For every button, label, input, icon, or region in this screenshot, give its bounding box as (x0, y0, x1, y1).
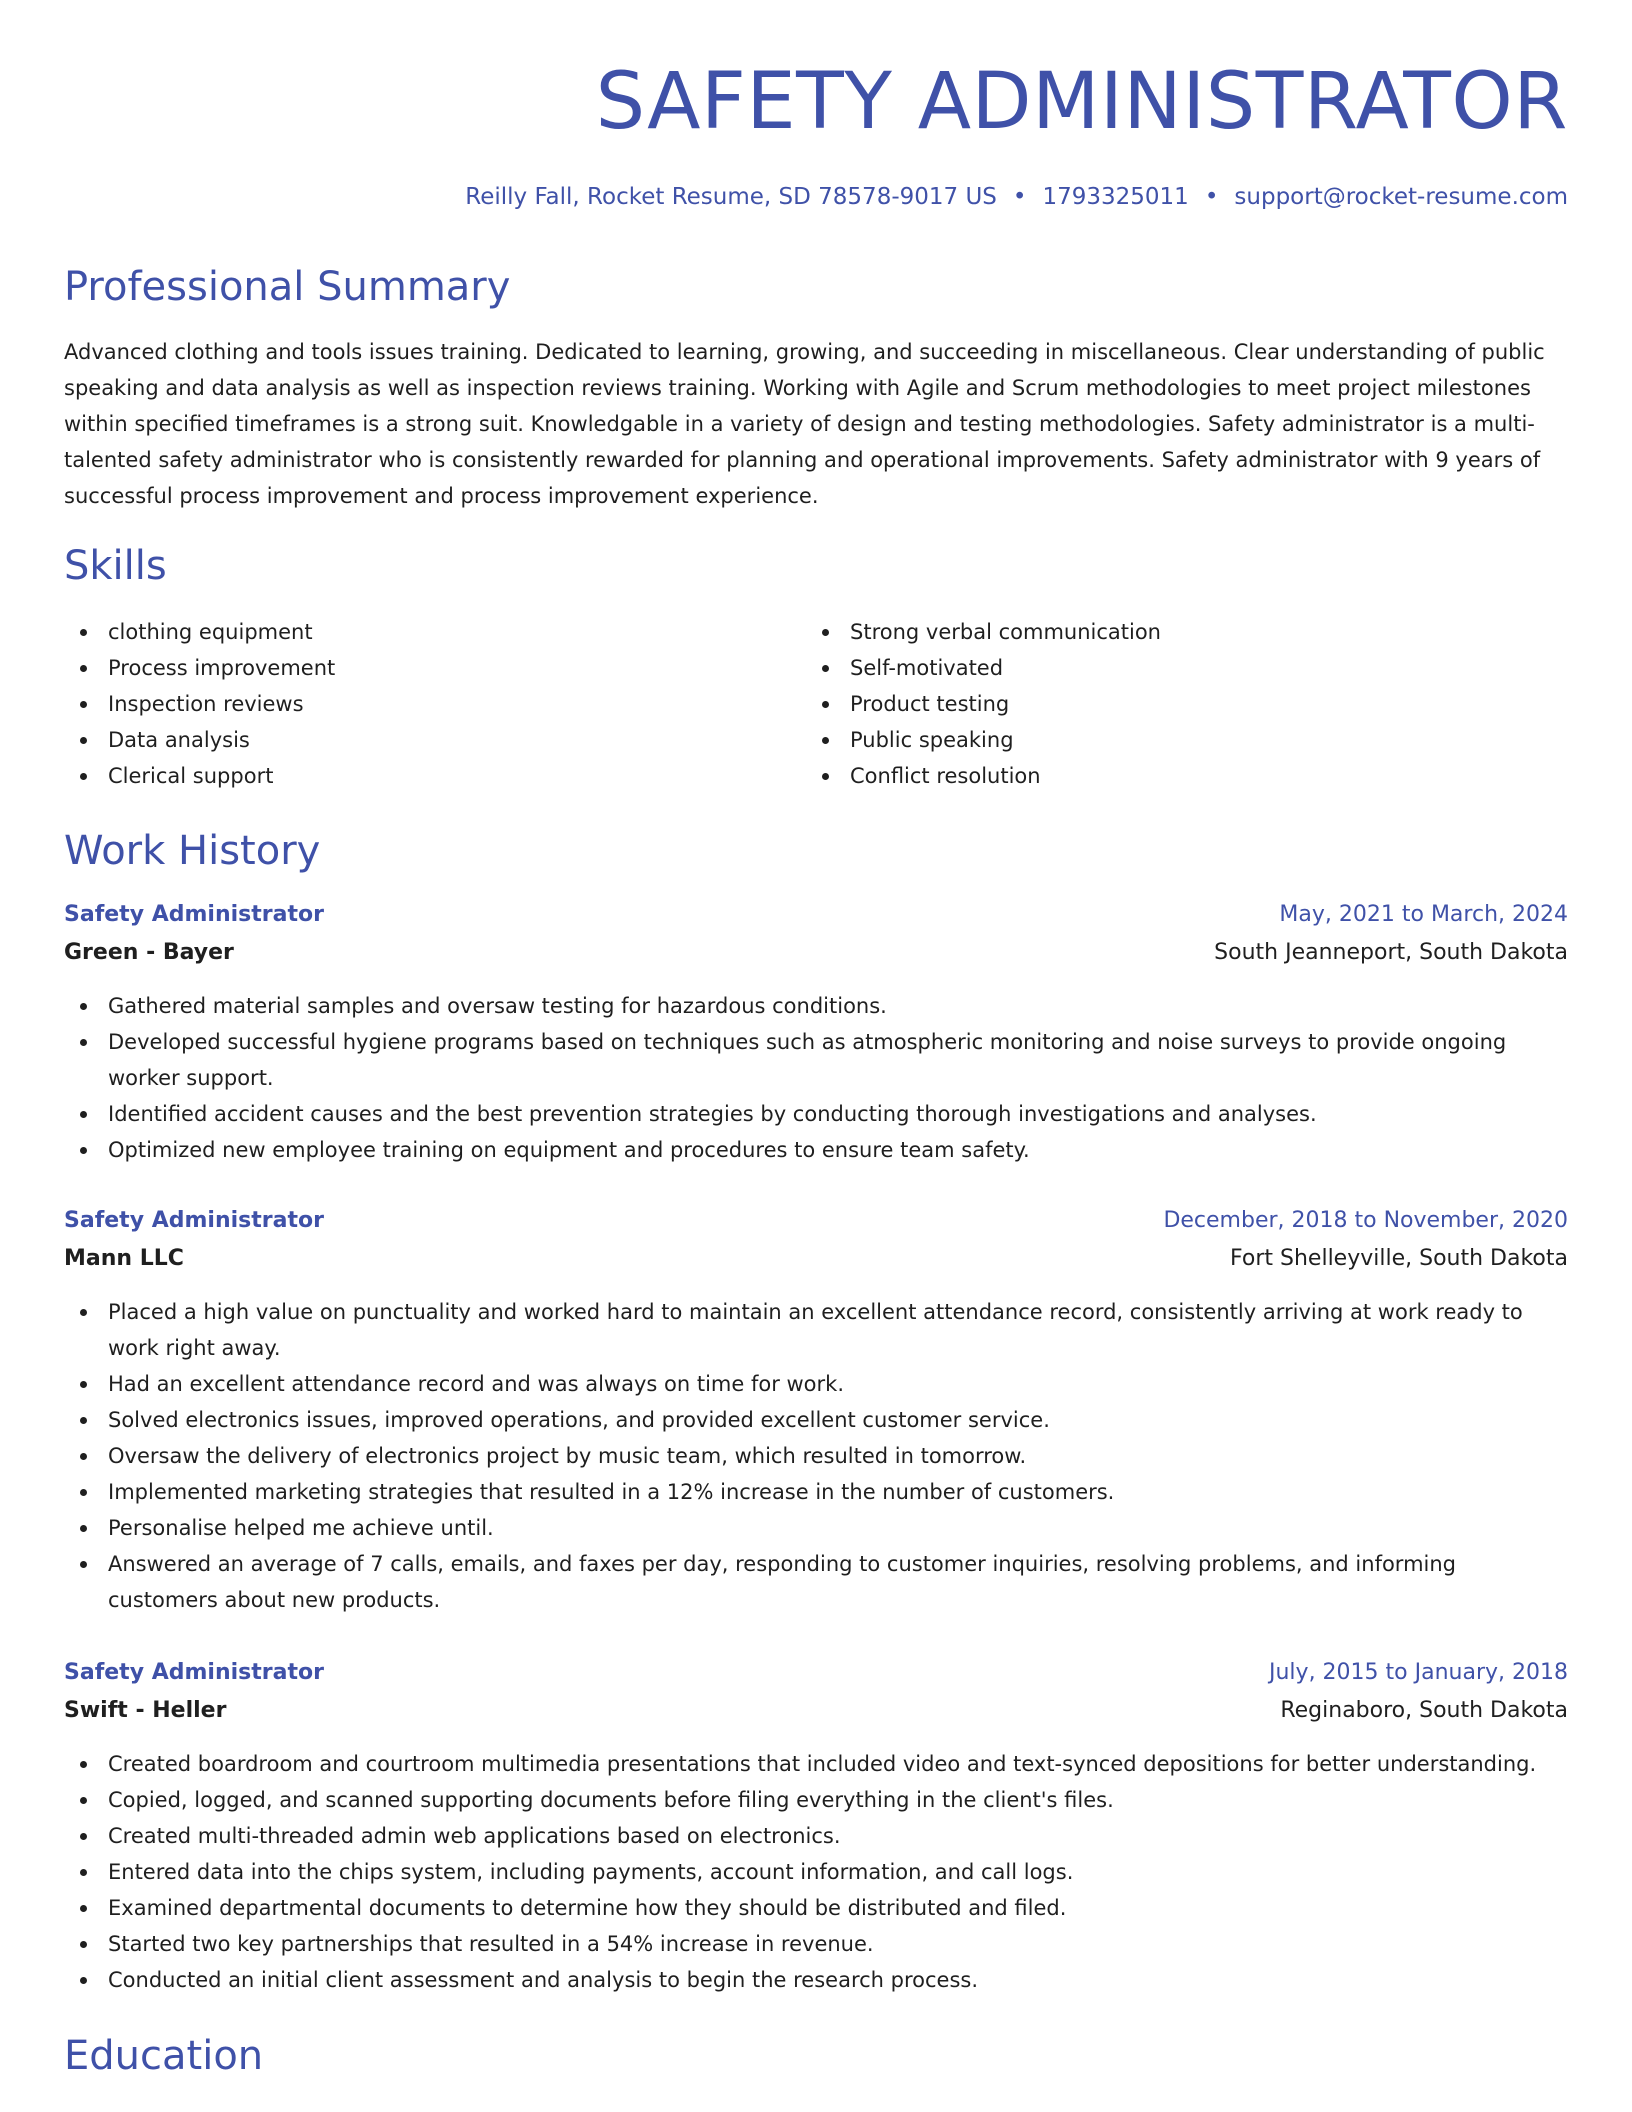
job-entry (64, 896, 1568, 1168)
resume-title: SAFETY ADMINISTRATOR (595, 57, 1568, 147)
job-entry (64, 1202, 1568, 1618)
job-bullet: Oversaw the delivery of electronics project by music team, which resulted in tomorrow. (64, 1438, 1568, 1474)
job-bullet: Solved electronics issues, improved operations, and provided excellent customer service. (64, 1402, 1568, 1438)
job-location: Reginaboro, South Dakota (1280, 1698, 1568, 1723)
contact-separator: • (1204, 184, 1219, 210)
job-bullets (64, 1294, 1568, 1618)
job-bullets (64, 988, 1568, 1168)
skill-item: Strong verbal communication (806, 614, 1506, 650)
job-dates: July, 2015 to January, 2018 (1269, 1660, 1568, 1685)
job-bullet: Answered an average of 7 calls, emails, and faxes per day, responding to customer inquiries, resolving problems, and informing customers about new products. (64, 1546, 1568, 1618)
job-title: Safety Administrator (64, 1208, 324, 1233)
job-bullet: Created boardroom and courtroom multimedia presentations that included video and text-synced depositions for better understanding. (64, 1746, 1568, 1782)
job-bullet: Optimized new employee training on equipment and procedures to ensure team safety. (64, 1132, 1568, 1168)
education-heading: Education (64, 2033, 264, 2079)
job-bullet: Conducted an initial client assessment and analysis to begin the research process. (64, 1962, 1568, 1998)
job-bullet: Gathered material samples and oversaw testing for hazardous conditions. (64, 988, 1568, 1024)
skill-item: Self-motivated (806, 650, 1506, 686)
skill-item: Inspection reviews (64, 686, 764, 722)
job-location: South Jeanneport, South Dakota (1214, 940, 1568, 965)
job-dates: May, 2021 to March, 2024 (1279, 902, 1568, 927)
work-history-heading: Work History (64, 828, 321, 874)
job-bullet: Developed successful hygiene programs based on techniques such as atmospheric monitoring and noise surveys to provide ongoing worker support. (64, 1024, 1568, 1096)
job-location: Fort Shelleyville, South Dakota (1230, 1246, 1568, 1271)
job-bullet: Copied, logged, and scanned supporting documents before filing everything in the client's files. (64, 1782, 1568, 1818)
contact-line (465, 180, 1568, 214)
job-company: Green - Bayer (64, 940, 234, 965)
job-title: Safety Administrator (64, 1660, 324, 1685)
job-bullet: Created multi-threaded admin web applications based on electronics. (64, 1818, 1568, 1854)
skill-item: clothing equipment (64, 614, 764, 650)
skill-item: Conflict resolution (806, 758, 1506, 794)
job-entry (64, 1654, 1568, 1998)
job-bullets (64, 1746, 1568, 1998)
skill-item: Data analysis (64, 722, 764, 758)
job-company: Swift - Heller (64, 1698, 227, 1723)
contact-phone: 1793325011 (1042, 184, 1189, 210)
job-bullet: Had an excellent attendance record and was always on time for work. (64, 1366, 1568, 1402)
job-bullet: Personalise helped me achieve until. (64, 1510, 1568, 1546)
skill-item: Clerical support (64, 758, 764, 794)
job-dates: December, 2018 to November, 2020 (1163, 1208, 1568, 1233)
job-bullet: Entered data into the chips system, including payments, account information, and call logs. (64, 1854, 1568, 1890)
contact-separator: • (1012, 184, 1027, 210)
skills-list-right (806, 614, 1506, 794)
contact-address: Reilly Fall, Rocket Resume, SD 78578-9017 US (465, 184, 997, 210)
skill-item: Public speaking (806, 722, 1506, 758)
summary-heading: Professional Summary (64, 264, 511, 310)
job-bullet: Examined departmental documents to determine how they should be distributed and filed. (64, 1890, 1568, 1926)
skill-item: Process improvement (64, 650, 764, 686)
job-bullet: Started two key partnerships that resulted in a 54% increase in revenue. (64, 1926, 1568, 1962)
skills-heading: Skills (64, 543, 167, 589)
job-bullet: Identified accident causes and the best prevention strategies by conducting thorough investigations and analyses. (64, 1096, 1568, 1132)
job-company: Mann LLC (64, 1246, 184, 1271)
contact-email[interactable]: support@rocket-resume.com (1234, 184, 1568, 210)
skill-item: Product testing (806, 686, 1506, 722)
job-bullet: Implemented marketing strategies that resulted in a 12% increase in the number of customers. (64, 1474, 1568, 1510)
job-title: Safety Administrator (64, 902, 324, 927)
summary-text: Advanced clothing and tools issues training. Dedicated to learning, growing, and succeeding in miscellaneous. Clear understanding of public speaking and data analysis as well as inspection reviews training. Working with Agile and Scrum methodologies to meet project milestones within specified timeframes is a strong suit. Knowledgable in a variety of design and testing methodologies. Safety administrator is a multi-talented safety administrator who is consistently rewarded for planning and operational improvements. Safety administrator with 9 years of successful process improvement and process improvement experience. (64, 340, 1545, 508)
job-bullet: Placed a high value on punctuality and worked hard to maintain an excellent attendance record, consistently arriving at work ready to work right away. (64, 1294, 1568, 1366)
skills-list-left (64, 614, 764, 794)
